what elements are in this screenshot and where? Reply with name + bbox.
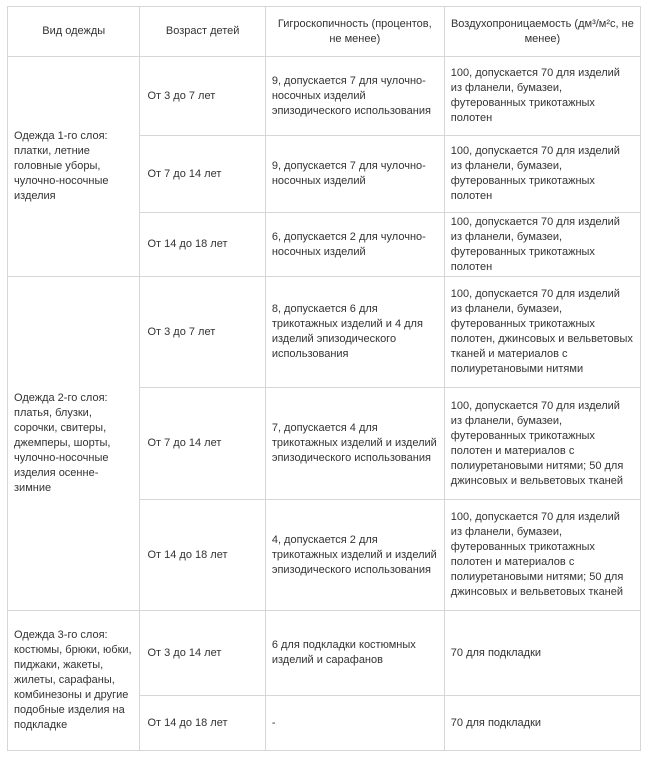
header-clothing-type: Вид одежды xyxy=(8,7,140,57)
hygroscopicity-cell: 7, допускается 4 для трикотажных изделий и изделий эпизодического использования xyxy=(265,388,444,500)
hygroscopicity-cell: 4, допускается 2 для трикотажных изделий и изделий эпизодического использования xyxy=(265,500,444,611)
air-permeability-cell: 100, допускается 70 для изделий из фланели, бумазеи, футерованных трикотажных полотен, джинсовых и вельветовых тканей и материалов с полиуретановыми нитями xyxy=(444,277,640,388)
hygroscopicity-cell: 9, допускается 7 для чулочно-носочных изделий эпизодического использования xyxy=(265,57,444,136)
header-hygroscopicity: Гигроскопичность (процентов, не менее) xyxy=(265,7,444,57)
age-cell: От 3 до 7 лет xyxy=(140,57,265,136)
header-air-permeability: Воздухопроницаемость (дм³/м²с, не менее) xyxy=(444,7,640,57)
age-cell: От 7 до 14 лет xyxy=(140,388,265,500)
hygroscopicity-cell: 6, допускается 2 для чулочно-носочных изделий xyxy=(265,213,444,277)
table-row xyxy=(8,611,641,696)
age-cell: От 14 до 18 лет xyxy=(140,696,265,751)
air-permeability-cell: 100, допускается 70 для изделий из фланели, бумазеи, футерованных трикотажных полотен и материалов с полиуретановыми нитями; 50 для джинсовых и вельветовых тканей xyxy=(444,388,640,500)
age-cell: От 3 до 7 лет xyxy=(140,277,265,388)
header-row xyxy=(8,7,641,57)
requirements-table xyxy=(7,6,641,751)
hygroscopicity-cell: - xyxy=(265,696,444,751)
air-permeability-cell: 70 для подкладки xyxy=(444,611,640,696)
table-row xyxy=(8,57,641,136)
group-clothing-type: Одежда 3-го слоя: костюмы, брюки, юбки, пиджаки, жакеты, жилеты, сарафаны, комбинезоны и другие подобные изделия на подкладке xyxy=(8,611,140,751)
air-permeability-cell: 70 для подкладки xyxy=(444,696,640,751)
table-row xyxy=(8,277,641,388)
age-cell: От 3 до 14 лет xyxy=(140,611,265,696)
hygroscopicity-cell: 6 для подкладки костюмных изделий и сарафанов xyxy=(265,611,444,696)
air-permeability-cell: 100, допускается 70 для изделий из фланели, бумазеи, футерованных трикотажных полотен xyxy=(444,213,640,277)
age-cell: От 14 до 18 лет xyxy=(140,213,265,277)
hygroscopicity-cell: 8, допускается 6 для трикотажных изделий и 4 для изделий эпизодического использования xyxy=(265,277,444,388)
hygroscopicity-cell: 9, допускается 7 для чулочно-носочных изделий xyxy=(265,136,444,213)
air-permeability-cell: 100, допускается 70 для изделий из фланели, бумазеи, футерованных трикотажных полотен xyxy=(444,57,640,136)
group-clothing-type: Одежда 1-го слоя: платки, летние головные уборы, чулочно-носочные изделия xyxy=(8,57,140,277)
age-cell: От 7 до 14 лет xyxy=(140,136,265,213)
header-age: Возраст детей xyxy=(140,7,265,57)
group-clothing-type: Одежда 2-го слоя: платья, блузки, сорочки, свитеры, джемперы, шорты, чулочно-носочные изделия осенне-зимние xyxy=(8,277,140,611)
air-permeability-cell: 100, допускается 70 для изделий из фланели, бумазеи, футерованных трикотажных полотен xyxy=(444,136,640,213)
air-permeability-cell: 100, допускается 70 для изделий из фланели, бумазеи, футерованных трикотажных полотен и материалов с полиуретановыми нитями; 50 для джинсовых и вельветовых тканей xyxy=(444,500,640,611)
age-cell: От 14 до 18 лет xyxy=(140,500,265,611)
